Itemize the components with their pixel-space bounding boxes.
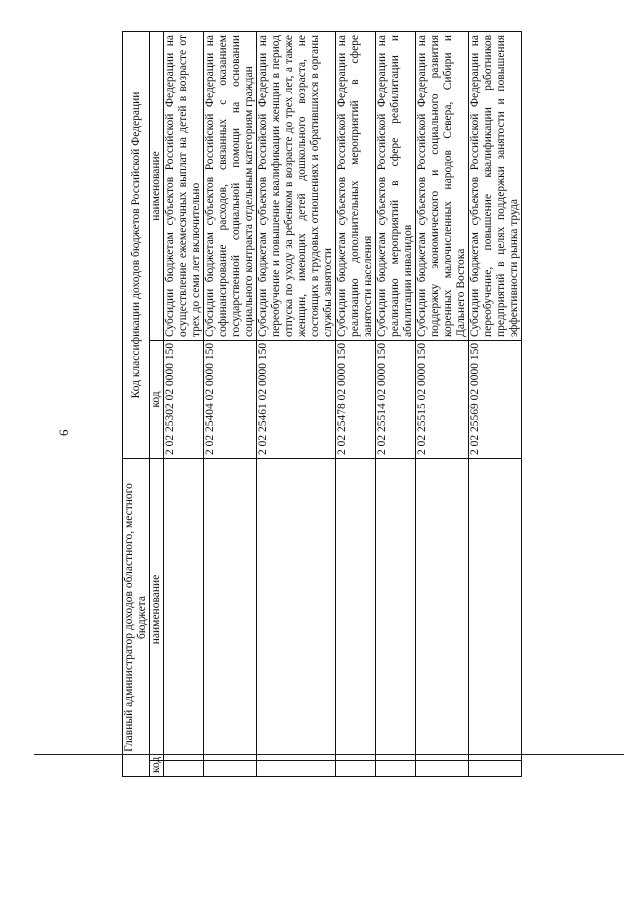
row-name: Субсидии бюджетам субъектов Российской Федерации на реализацию дополнительных мероприятий в сфере занятости населения bbox=[336, 31, 376, 340]
table-row bbox=[376, 31, 416, 776]
table-row bbox=[204, 31, 257, 776]
admin-name-cell bbox=[164, 458, 204, 760]
table-row bbox=[336, 31, 376, 776]
row-name: Субсидии бюджетам субъектов Российской Федерации на реализацию мероприятий в сфере реабилитации и абилитации инвалидов bbox=[376, 31, 416, 340]
row-code: 2 02 25569 02 0000 150 bbox=[469, 340, 522, 458]
row-code: 2 02 25515 02 0000 150 bbox=[416, 340, 469, 458]
row-name: Субсидии бюджетам субъектов Российской Федерации на поддержку экономического и социального развития коренных малочисленных народов Севера, Сибири и Дальнего Востока bbox=[416, 31, 469, 340]
table-header-group-row bbox=[123, 31, 150, 776]
bottom-divider bbox=[34, 754, 624, 755]
row-name: Субсидии бюджетам субъектов Российской Федерации на переобучение и повышение квалификации женщин в период отпуска по уходу за ребенком в возрасте до трех лет, а также женщин, имеющих детей дошкольного возраста, не состоящих в трудовых отношениях и обратившихся в органы службы занятости bbox=[257, 31, 336, 340]
admin-name-cell bbox=[336, 458, 376, 760]
rotated-table-container bbox=[122, 32, 520, 777]
admin-code-cell bbox=[469, 761, 522, 777]
table-row bbox=[257, 31, 336, 776]
classification-group-header: Код классификации доходов бюджетов Российской Федерации bbox=[123, 31, 150, 458]
row-code: 2 02 25461 02 0000 150 bbox=[257, 340, 336, 458]
admin-code-cell bbox=[204, 761, 257, 777]
admin-code-header: код bbox=[150, 761, 164, 777]
row-code: 2 02 25404 02 0000 150 bbox=[204, 340, 257, 458]
row-code: 2 02 25514 02 0000 150 bbox=[376, 340, 416, 458]
table-row bbox=[469, 31, 522, 776]
revenue-classification-table bbox=[122, 31, 522, 777]
admin-code-cell bbox=[416, 761, 469, 777]
row-name: Субсидии бюджетам субъектов Российской Федерации на софинансирование расходов, связанных с оказанием государственной социальной помощи на основании социального контракта отдельным категориям граждан bbox=[204, 31, 257, 340]
row-name: Субсидии бюджетам субъектов Российской Федерации на осуществление ежемесячных выплат на детей в возрасте от трех до семи лет включительно bbox=[164, 31, 204, 340]
admin-name-cell bbox=[204, 458, 257, 760]
page-number: 6 bbox=[56, 429, 71, 436]
admin-name-cell bbox=[376, 458, 416, 760]
admin-name-header: наименование bbox=[150, 458, 164, 760]
admin-code-cell bbox=[164, 761, 204, 777]
table-row bbox=[416, 31, 469, 776]
admin-name-cell bbox=[257, 458, 336, 760]
admin-name-cell bbox=[416, 458, 469, 760]
admin-name-cell bbox=[469, 458, 522, 760]
class-code-header: код bbox=[150, 340, 164, 458]
row-name: Субсидии бюджетам субъектов Российской Федерации на переобучение, повышение квалификации работников предприятий в целях поддержки занятости и повышения эффективности рынка труда bbox=[469, 31, 522, 340]
admin-code-cell bbox=[376, 761, 416, 777]
row-code: 2 02 25302 02 0000 150 bbox=[164, 340, 204, 458]
admin-code-cell bbox=[336, 761, 376, 777]
table-header-row bbox=[150, 31, 164, 776]
table-row bbox=[164, 31, 204, 776]
admin-code-cell bbox=[257, 761, 336, 777]
row-code: 2 02 25478 02 0000 150 bbox=[336, 340, 376, 458]
class-name-header: наименование bbox=[150, 31, 164, 340]
admin-group-header: Главный администратор доходов областного, местного бюджета bbox=[123, 458, 150, 776]
